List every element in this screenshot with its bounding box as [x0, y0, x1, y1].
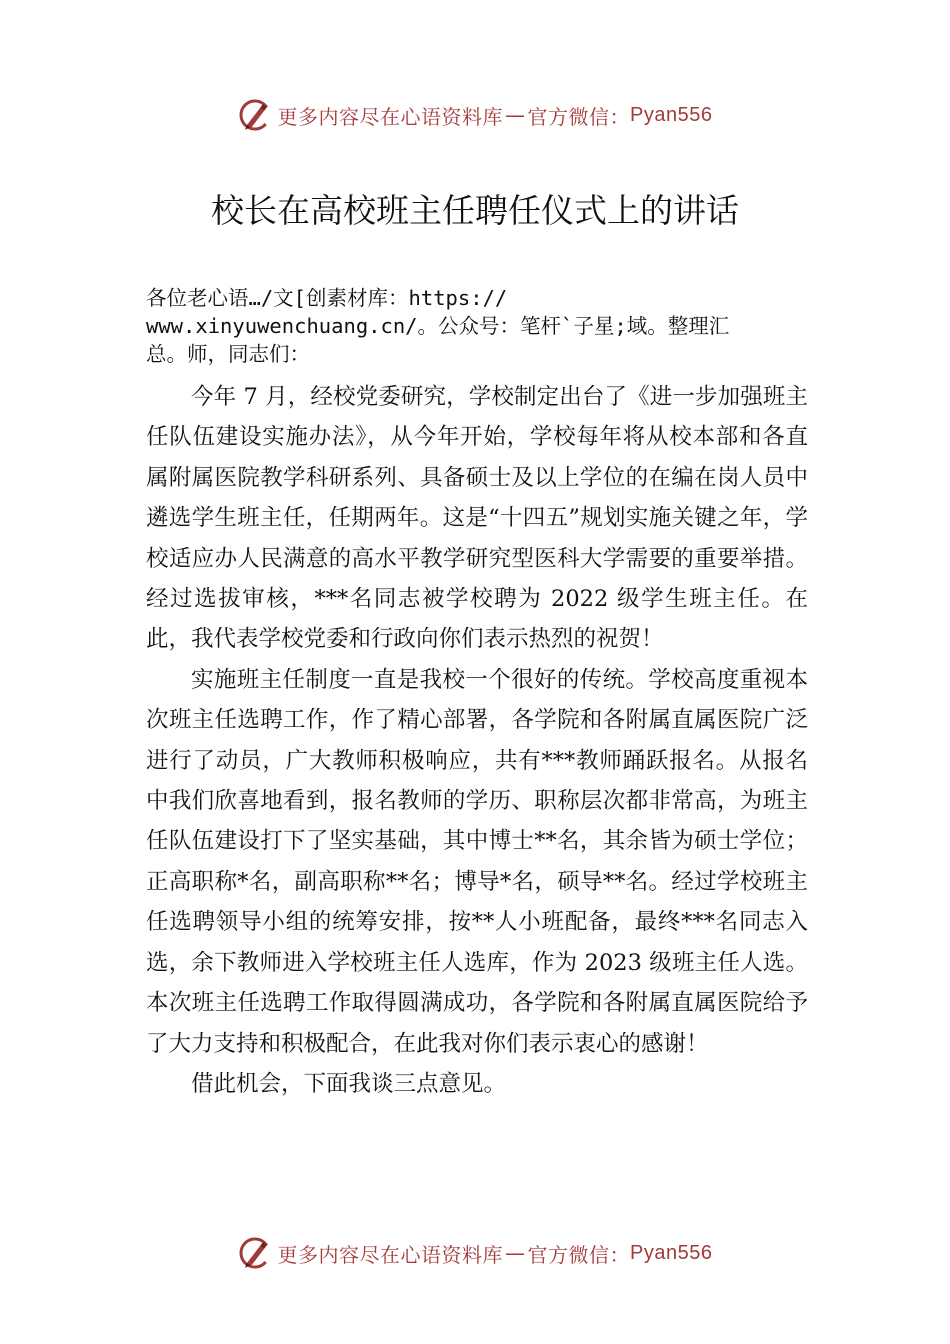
pen-logo-icon [238, 1236, 272, 1270]
banner-wechat-id: Pyan556 [630, 1241, 713, 1264]
paragraph: 借此机会，下面我谈三点意见。 [191, 1070, 507, 1097]
salutation: 各位老心语…/文[创素材库：https:// www.xinyuwenchuang.cn/。公众号：笔杆`子星;域。整理汇 总。师，同志们： [146, 286, 730, 366]
banner-text: 更多内容尽在心语资料库 [277, 1242, 504, 1267]
paragraph: 实施班主任制度一直是我校一个很好的传统。学校高度重视本次班主任选聘工作，作了精心部署，各学院和各附属直属医院广泛进行了动员，广大教师积极响应，共有***教师踊跃报名。从报名中我们欣喜地看到，报名教师的学历、职称层次都非常高，为班主任队伍建设打下了坚实基础，其中博士**名，其余皆为硕士学位；正高职称*名，副高职称**名；博导*名，硕导**名。经过学校班主任选聘领导小组的统筹安排，按**人小班配备，最终***名同志入选，余下教师进入学校班主任人选库，作为 2023 级班主任人选。本次班主任选聘工作取得圆满成功，各学院和各附属直属医院给予了大力支持和积极配合，在此我对你们表示衷心的感谢！ [146, 666, 808, 1057]
pen-logo-icon [238, 98, 272, 132]
banner-wechat-label: 官方微信： [527, 104, 631, 129]
document-body [146, 377, 808, 1104]
banner-text: 更多内容尽在心语资料库 [277, 104, 504, 129]
footer-banner [0, 1233, 950, 1273]
document-title: 校长在高校班主任聘任仪式上的讲话 [211, 191, 739, 230]
header-banner [0, 95, 950, 135]
banner-dash: — [505, 1241, 526, 1265]
banner-dash: — [505, 103, 526, 127]
banner-wechat-id: Pyan556 [630, 103, 713, 126]
banner-wechat-label: 官方微信： [527, 1242, 631, 1267]
paragraph: 今年 7 月，经校党委研究，学校制定出台了《进一步加强班主任队伍建设实施办法》，从今年开始，学校每年将从校本部和各直属附属医院教学科研系列、具备硕士及以上学位的在编在岗人员中遴选学生班主任，任期两年。这是“十四五”规划实施关键之年，学校适应办人民满意的高水平教学研究型医科大学需要的重要举措。经过选拔审核，***名同志被学校聘为 2022 级学生班主任。在此，我代表学校党委和行政向你们表示热烈的祝贺！ [146, 384, 808, 653]
